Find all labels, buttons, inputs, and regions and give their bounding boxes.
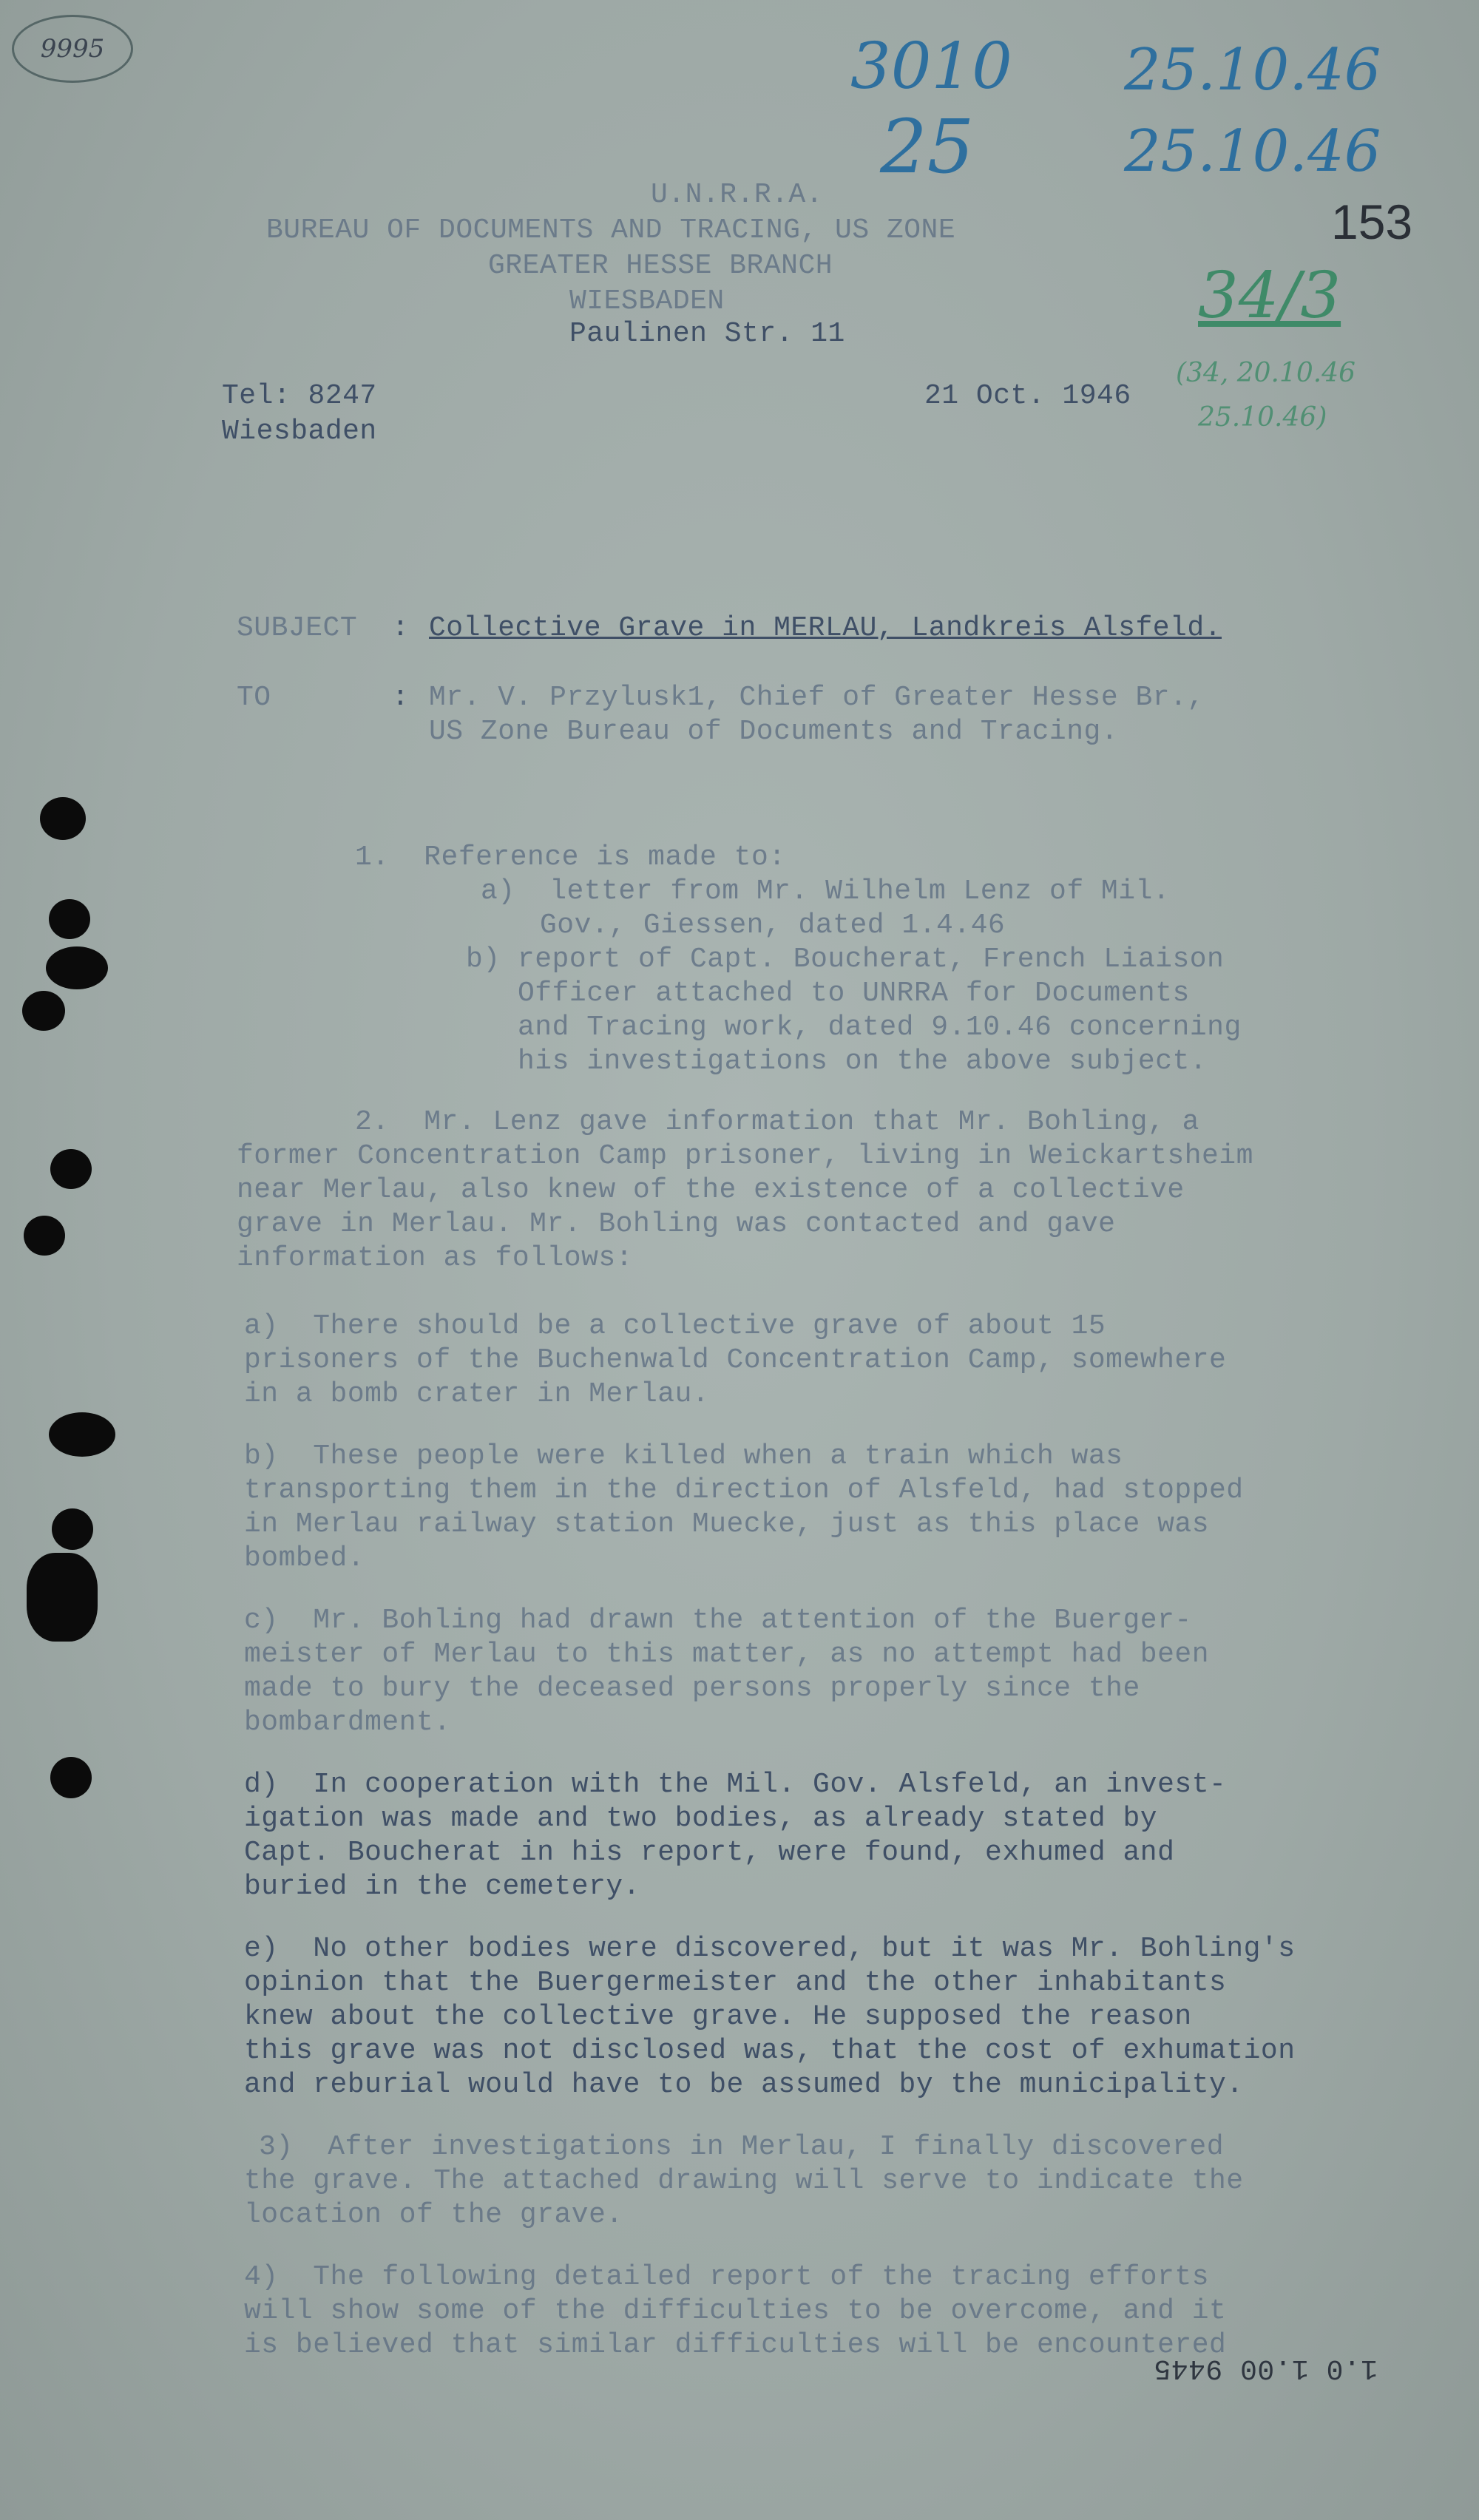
pb-line-4: bombed.	[244, 1542, 365, 1574]
pe-line-5: and reburial would have to be assumed by the municipality.	[244, 2069, 1244, 2101]
p2-line-2: former Concentration Camp prisoner, living in Weickartsheim	[237, 1140, 1253, 1172]
handwritten-date-1: 25.10.46	[1124, 37, 1381, 104]
p1-a-line-2: Gov., Giessen, dated 1.4.46	[540, 910, 1006, 941]
document-date: 21 Oct. 1946	[924, 380, 1131, 412]
letterhead-line-3: GREATER HESSE BRANCH	[488, 250, 833, 282]
telephone-line: Tel: 8247	[222, 380, 377, 412]
p4-line-2: will show some of the difficulties to be overcome, and it	[244, 2295, 1227, 2327]
handwritten-reference: 34/3	[1198, 259, 1341, 333]
page-number-stamp: 153	[1331, 194, 1413, 249]
p2-line-3: near Merlau, also knew of the existence of a collective	[237, 1174, 1185, 1206]
letterhead-line-5: Paulinen Str. 11	[569, 318, 845, 350]
p4-line-3: is believed that similar difficulties will be encountered	[244, 2329, 1227, 2361]
p1-b-line-3: and Tracing work, dated 9.10.46 concerning	[518, 1012, 1242, 1043]
p4-line-1: 4) The following detailed report of the tracing efforts	[244, 2261, 1210, 2293]
punch-hole	[49, 899, 90, 939]
p2-line-4: grave in Merlau. Mr. Bohling was contacted and gave	[237, 1208, 1116, 1240]
pe-line-1: e) No other bodies were discovered, but it was Mr. Bohling's	[244, 1933, 1296, 1965]
pa-line-1: a) There should be a collective grave of about 15	[244, 1310, 1106, 1342]
p1-a-line-1: a) letter from Mr. Wilhelm Lenz of Mil.	[481, 875, 1171, 907]
pe-line-2: opinion that the Buergermeister and the other inhabitants	[244, 1967, 1227, 1999]
p3-line-1: 3) After investigations in Merlau, I finally discovered	[259, 2131, 1225, 2163]
pe-line-4: this grave was not disclosed was, that the cost of exhumation	[244, 2035, 1296, 2067]
archive-oval-stamp	[12, 15, 133, 83]
pd-line-4: buried in the cemetery.	[244, 1871, 640, 1903]
handwritten-number-2: 25	[880, 104, 975, 190]
to-colon: :	[392, 682, 410, 714]
pb-line-3: in Merlau railway station Muecke, just as this place was	[244, 1508, 1210, 1540]
pe-line-3: knew about the collective grave. He supposed the reason	[244, 2001, 1192, 2033]
pc-line-2: meister of Merlau to this matter, as no attempt had been	[244, 1639, 1210, 1670]
p3-line-2: the grave. The attached drawing will serve to indicate the	[244, 2165, 1244, 2197]
p1-b-line-4: his investigations on the above subject.	[518, 1046, 1208, 1077]
pb-line-2: transporting them in the direction of Alsfeld, had stopped	[244, 1474, 1244, 1506]
telephone-city: Wiesbaden	[222, 416, 377, 447]
p1-b-line-1: b) report of Capt. Boucherat, French Liaison	[466, 944, 1225, 975]
pc-line-1: c) Mr. Bohling had drawn the attention of the Buerger-	[244, 1605, 1192, 1636]
handwritten-date-2: 25.10.46	[1124, 118, 1381, 185]
punch-hole	[22, 991, 65, 1031]
p1-b-line-2: Officer attached to UNRRA for Documents	[518, 978, 1190, 1009]
to-line-2: US Zone Bureau of Documents and Tracing.	[429, 716, 1119, 748]
pb-line-1: b) These people were killed when a train which was	[244, 1440, 1123, 1472]
letterhead-line-2: BUREAU OF DOCUMENTS AND TRACING, US ZONE	[266, 214, 956, 246]
to-label: TO	[237, 682, 271, 714]
punch-hole	[49, 1412, 115, 1457]
punch-hole	[40, 797, 86, 840]
subject-colon: :	[392, 612, 410, 644]
p2-line-1: 2. Mr. Lenz gave information that Mr. Bohling, a	[355, 1106, 1199, 1138]
punch-hole	[52, 1508, 93, 1550]
punch-hole	[27, 1553, 98, 1642]
pc-line-4: bombardment.	[244, 1707, 451, 1738]
pd-line-3: Capt. Boucherat in his report, were found, exhumed and	[244, 1837, 1175, 1869]
punch-hole	[50, 1149, 92, 1189]
pd-line-1: d) In cooperation with the Mil. Gov. Alsfeld, an invest-	[244, 1769, 1227, 1801]
to-line-1: Mr. V. Przylusk1, Chief of Greater Hesse Br.,	[429, 682, 1205, 714]
handwritten-number-1: 3010	[850, 30, 1012, 104]
punch-hole	[46, 946, 108, 989]
handwritten-reference-sub2: 25.10.46)	[1198, 402, 1327, 433]
archive-oval-number: 9995	[40, 34, 105, 64]
subject-label: SUBJECT	[237, 612, 358, 644]
subject-text: Collective Grave in MERLAU, Landkreis Alsfeld.	[429, 612, 1222, 644]
handwritten-reference-sub: (34, 20.10.46	[1176, 358, 1356, 388]
footer-archive-stamp: 1.0 1.00 9445	[1154, 2352, 1378, 2384]
p1-intro: 1. Reference is made to:	[355, 841, 786, 873]
punch-hole	[24, 1216, 65, 1256]
p2-line-5: information as follows:	[237, 1242, 633, 1274]
letterhead-line-4: WIESBADEN	[569, 285, 725, 317]
pa-line-3: in a bomb crater in Merlau.	[244, 1378, 710, 1410]
p3-line-3: location of the grave.	[244, 2199, 623, 2231]
pc-line-3: made to bury the deceased persons properly since the	[244, 1673, 1140, 1704]
letterhead-line-1: U.N.R.R.A.	[651, 179, 824, 211]
punch-hole	[50, 1757, 92, 1798]
pa-line-2: prisoners of the Buchenwald Concentration Camp, somewhere	[244, 1344, 1227, 1376]
pd-line-2: igation was made and two bodies, as already stated by	[244, 1803, 1158, 1835]
